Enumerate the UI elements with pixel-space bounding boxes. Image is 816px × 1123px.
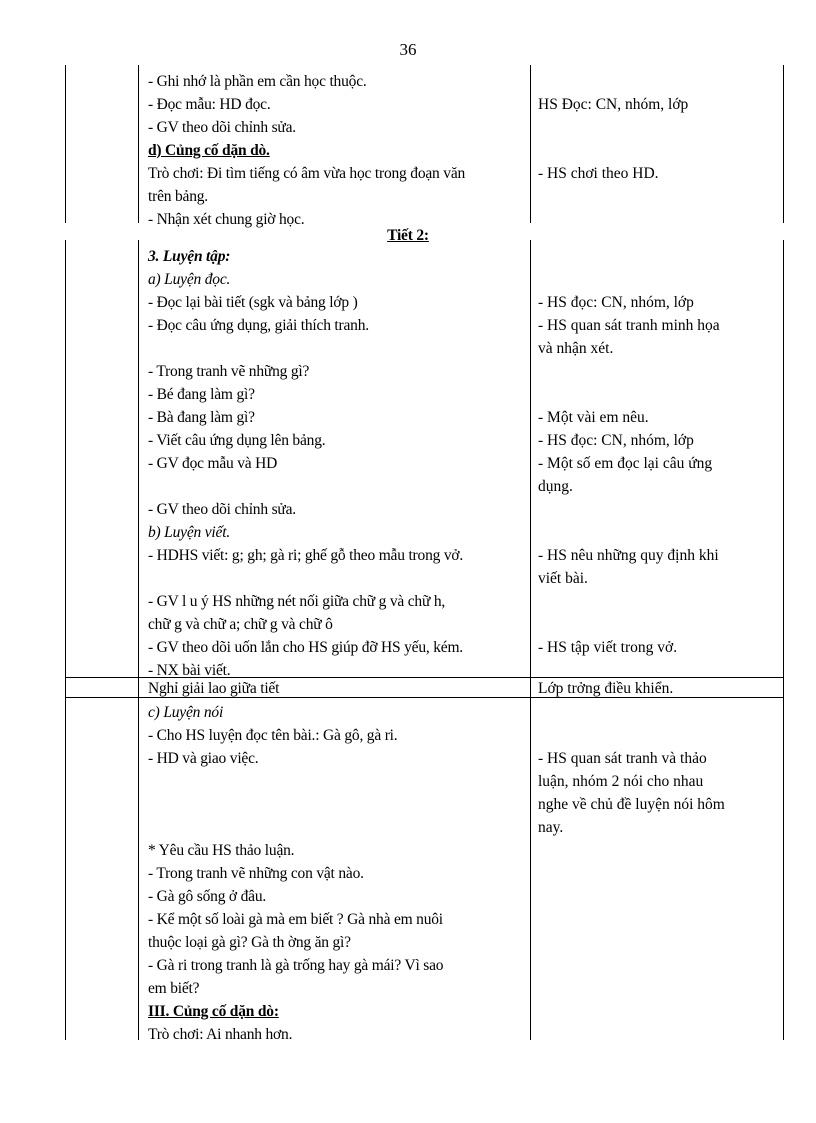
table-column-divider <box>138 65 139 223</box>
text-line: - Ghi nhớ là phần em cần học thuộc. <box>148 73 367 90</box>
text-line: - GV theo dõi chỉnh sửa. <box>148 501 296 518</box>
text-line: - Trong tranh vẽ những gì? <box>148 363 310 380</box>
text-line: - Cho HS luyện đọc tên bài.: Gà gô, gà ri. <box>148 727 398 744</box>
text-line: - Gà gô sống ở đâu. <box>148 888 267 905</box>
text-line: - HDHS viết: g; gh; gà ri; ghế gỗ theo mẫu trong vở. <box>148 547 464 564</box>
text-line: - HS tập viết trong vở. <box>538 639 678 656</box>
table-column-divider <box>530 240 531 1040</box>
table-border-right <box>783 240 784 1040</box>
text-line: - Nhận xét chung giờ học. <box>148 211 305 228</box>
text-line: - Bé đang làm gì? <box>148 386 255 403</box>
break-row-right: Lớp trởng điều khiển. <box>538 680 674 697</box>
text-line: - GV đọc mẫu và HD <box>148 455 278 472</box>
lesson-period-title: Tiết 2: <box>387 227 429 244</box>
text-line: thuộc loại gà gì? Gà th ờng ăn gì? <box>148 934 351 951</box>
text-line: - HD và giao việc. <box>148 750 259 767</box>
text-line: - HS nêu những quy định khi <box>538 547 719 564</box>
text-line: - Một số em đọc lại câu ứng <box>538 455 713 472</box>
section-heading: 3. Luyện tập: <box>148 248 231 265</box>
text-line: - Một vài em nêu. <box>538 409 649 426</box>
text-line: - GV theo dõi uốn lắn cho HS giúp đỡ HS yếu, kém. <box>148 639 463 656</box>
text-line: Trò chơi: Đi tìm tiếng có âm vừa học trong đoạn văn <box>148 165 466 182</box>
break-row-left: Nghỉ giải lao giữa tiết <box>148 680 280 697</box>
text-line: chữ g và chữ a; chữ g và chữ ô <box>148 616 333 633</box>
text-line: * Yêu cầu HS thảo luận. <box>148 842 295 859</box>
text-line: - Gà ri trong tranh là gà trống hay gà mái? Vì sao <box>148 957 444 974</box>
table-border-right <box>783 65 784 223</box>
table-column-divider <box>138 240 139 1040</box>
text-line: HS Đọc: CN, nhóm, lớp <box>538 96 689 113</box>
text-line: - Trong tranh vẽ những con vật nào. <box>148 865 364 882</box>
text-line: Trò chơi: Ai nhanh hơn. <box>148 1026 293 1043</box>
text-line: luận, nhóm 2 nói cho nhau <box>538 773 704 790</box>
text-line: - HS quan sát tranh và thảo <box>538 750 707 767</box>
text-line: - Viết câu ứng dụng lên bảng. <box>148 432 326 449</box>
page-number: 36 <box>399 40 417 59</box>
text-line: - HS đọc: CN, nhóm, lớp <box>538 432 694 449</box>
table-border-left <box>65 65 66 223</box>
text-line: - HS đọc: CN, nhóm, lớp <box>538 294 694 311</box>
text-line: trên bảng. <box>148 188 208 205</box>
subsection-heading: c) Luyện nói <box>148 704 224 721</box>
text-line: - NX bài viết. <box>148 662 231 679</box>
section-heading: III. Củng cố dặn dò: <box>148 1003 279 1020</box>
text-line: dụng. <box>538 478 573 495</box>
text-line: nay. <box>538 819 564 836</box>
text-line: - HS chơi theo HD. <box>538 165 659 182</box>
text-line: em biết? <box>148 980 200 997</box>
table-column-divider <box>530 65 531 223</box>
text-line: - Đọc câu ứng dụng, giải thích tranh. <box>148 317 369 334</box>
text-line: - GV theo dõi chỉnh sửa. <box>148 119 296 136</box>
text-line: - Đọc mẫu: HD đọc. <box>148 96 271 113</box>
text-line: và nhận xét. <box>538 340 614 357</box>
text-line: - GV l u ý HS những nét nối giữa chữ g và chữ h, <box>148 593 446 610</box>
text-line: viết bài. <box>538 570 588 587</box>
text-line: - Bà đang làm gì? <box>148 409 255 426</box>
text-line: nghe về chủ đề luyện nói hôm <box>538 796 725 813</box>
text-line: - Đọc lại bài tiết (sgk và bảng lớp ) <box>148 294 358 311</box>
text-line: - Kể một số loài gà mà em biết ? Gà nhà em nuôi <box>148 911 443 928</box>
subsection-heading: a) Luyện đọc. <box>148 271 231 288</box>
subsection-heading: b) Luyện viết. <box>148 524 230 541</box>
text-line: - HS quan sát tranh minh họa <box>538 317 720 334</box>
section-heading: d) Củng cố dặn dò. <box>148 142 270 159</box>
table-border-left <box>65 240 66 1040</box>
